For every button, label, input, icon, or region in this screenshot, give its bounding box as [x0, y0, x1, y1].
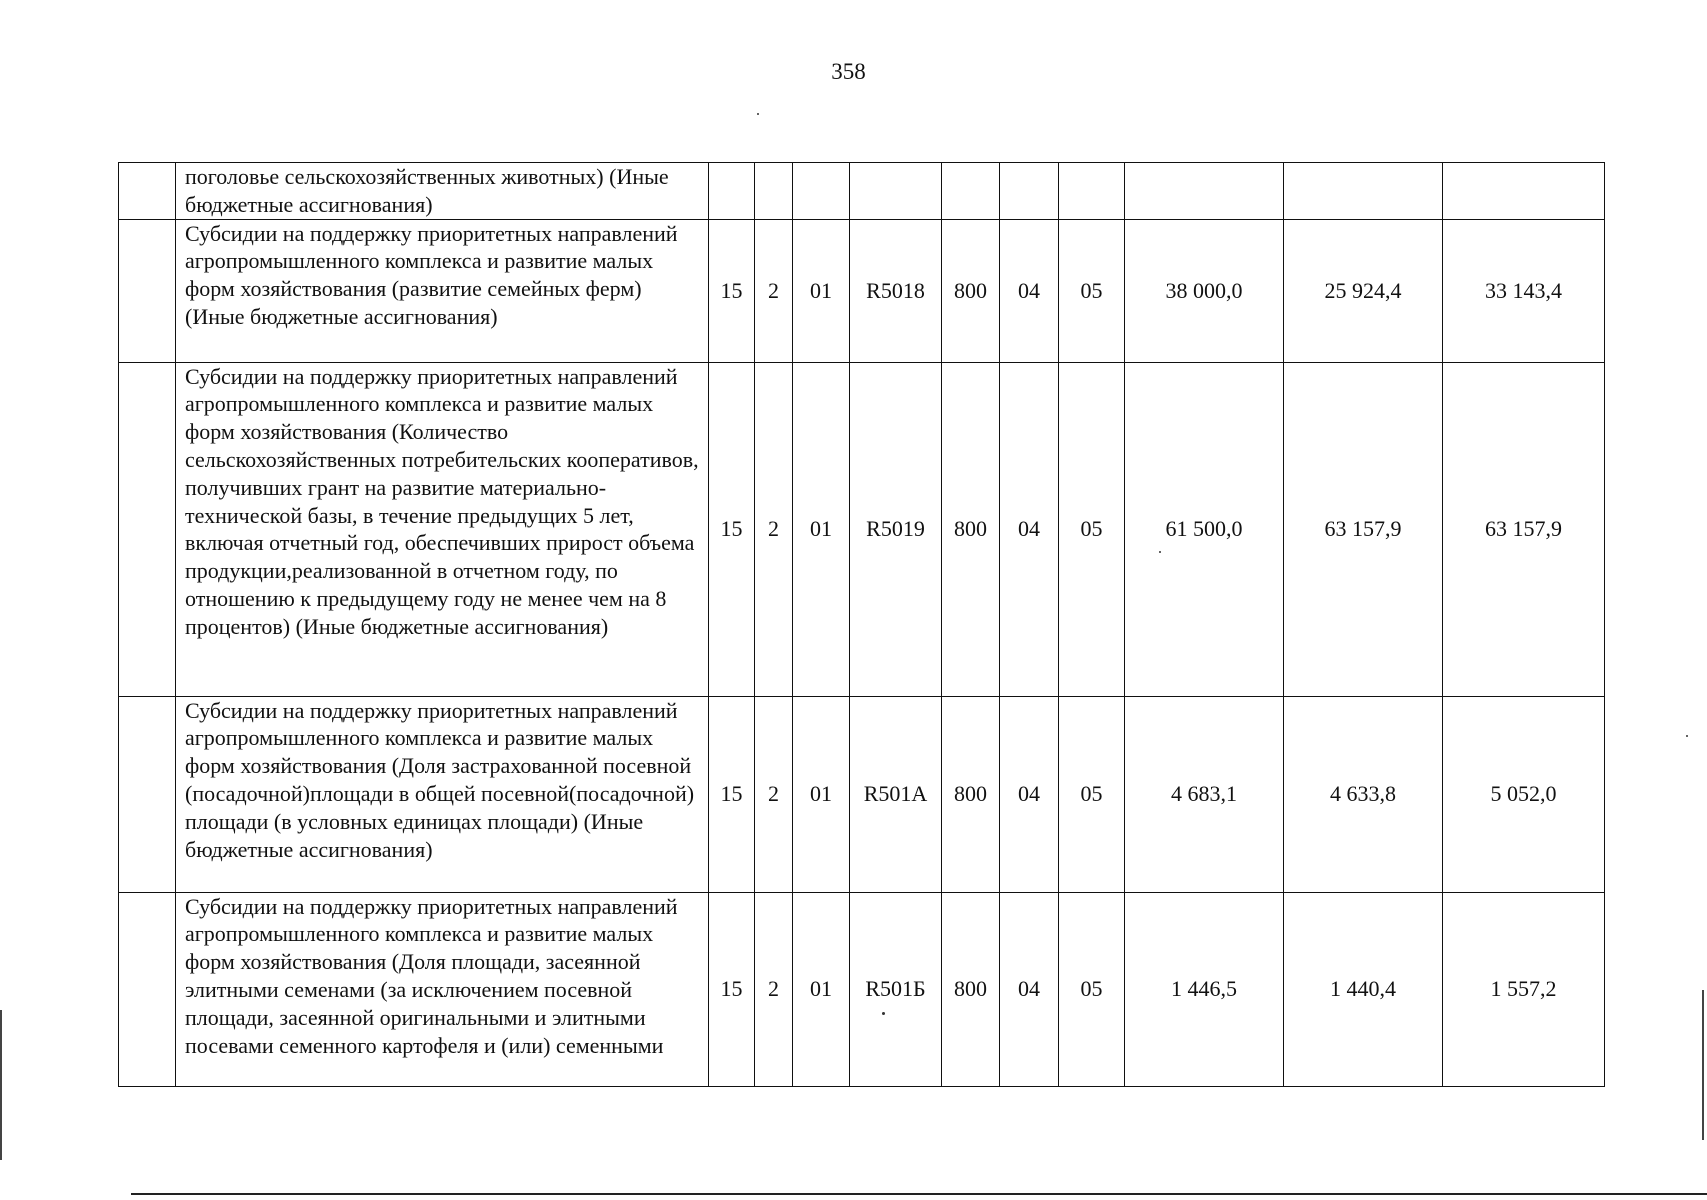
- description-cell: Субсидии на поддержку приоритетных направлений агропромышленного комплекса и развитие малых форм хозяйствования (Доля площади, засеянной элитными семенами (за исключением посевной площади, засеянной оригинальными и элитными посевами семенного картофеля и (или) семенными: [176, 892, 709, 1086]
- table-row: [119, 362, 1605, 696]
- page-number: 358: [831, 59, 866, 84]
- subsection-code-cell: 05: [1059, 696, 1125, 892]
- expense-type-code-cell: 800: [942, 362, 1000, 696]
- table-row: [119, 219, 1605, 362]
- amount-year-1-cell: 38 000,0: [1125, 219, 1284, 362]
- program-code-cell: [709, 163, 755, 220]
- amount-year-1-cell: 61 500,0: [1125, 362, 1284, 696]
- amount-year-2-cell: [1284, 163, 1443, 220]
- target-item-code-cell: R501А: [850, 696, 942, 892]
- program-code-cell: 15: [709, 696, 755, 892]
- target-item-code-cell: R5019: [850, 362, 942, 696]
- scan-edge-line-left: [0, 1010, 2, 1160]
- description-cell: Субсидии на поддержку приоритетных направлений агропромышленного комплекса и развитие малых форм хозяйствования (развитие семейных ферм) (Иные бюджетные ассигнования): [176, 219, 709, 362]
- table-row: [119, 892, 1605, 1086]
- table-row: [119, 163, 1605, 220]
- row-index-cell: [119, 892, 176, 1086]
- scan-edge-line-bottom: [131, 1193, 1707, 1195]
- activity-code-cell: 01: [793, 696, 850, 892]
- expense-type-code-cell: 800: [942, 219, 1000, 362]
- section-code-cell: 04: [1000, 362, 1059, 696]
- subprogram-code-cell: 2: [755, 219, 793, 362]
- amount-year-2-cell: 25 924,4: [1284, 219, 1443, 362]
- expense-type-code-cell: 800: [942, 696, 1000, 892]
- subsection-code-cell: [1059, 163, 1125, 220]
- activity-code-cell: 01: [793, 219, 850, 362]
- subprogram-code-cell: 2: [755, 362, 793, 696]
- program-code-cell: 15: [709, 362, 755, 696]
- subsection-code-cell: 05: [1059, 892, 1125, 1086]
- section-code-cell: 04: [1000, 696, 1059, 892]
- program-code-cell: 15: [709, 892, 755, 1086]
- amount-year-3-cell: 5 052,0: [1443, 696, 1605, 892]
- amount-year-1-cell: 4 683,1: [1125, 696, 1284, 892]
- table-row: [119, 696, 1605, 892]
- row-index-cell: [119, 219, 176, 362]
- budget-table: [118, 162, 1605, 1087]
- row-index-cell: [119, 362, 176, 696]
- subsection-code-cell: 05: [1059, 219, 1125, 362]
- program-code-cell: 15: [709, 219, 755, 362]
- amount-year-1-cell: 1 446,5: [1125, 892, 1284, 1086]
- subprogram-code-cell: [755, 163, 793, 220]
- expense-type-code-cell: 800: [942, 892, 1000, 1086]
- scan-speck: [1686, 735, 1688, 737]
- subprogram-code-cell: 2: [755, 892, 793, 1086]
- amount-year-3-cell: 33 143,4: [1443, 219, 1605, 362]
- description-cell: поголовье сельскохозяйственных животных) (Иные бюджетные ассигнования): [176, 163, 709, 220]
- amount-year-2-cell: 1 440,4: [1284, 892, 1443, 1086]
- amount-year-3-cell: 63 157,9: [1443, 362, 1605, 696]
- activity-code-cell: [793, 163, 850, 220]
- amount-year-3-cell: [1443, 163, 1605, 220]
- section-code-cell: 04: [1000, 892, 1059, 1086]
- amount-year-1-cell: [1125, 163, 1284, 220]
- description-cell: Субсидии на поддержку приоритетных направлений агропромышленного комплекса и развитие малых форм хозяйствования (Доля застрахованной посевной (посадочной)площади в общей посевной(посадочной) площади (в условных единицах площади) (Иные бюджетные ассигнования): [176, 696, 709, 892]
- section-code-cell: 04: [1000, 219, 1059, 362]
- expense-type-code-cell: [942, 163, 1000, 220]
- subprogram-code-cell: 2: [755, 696, 793, 892]
- section-code-cell: [1000, 163, 1059, 220]
- target-item-code-cell: R5018: [850, 219, 942, 362]
- row-index-cell: [119, 163, 176, 220]
- row-index-cell: [119, 696, 176, 892]
- scan-edge-line-right: [1702, 990, 1704, 1140]
- amount-year-3-cell: 1 557,2: [1443, 892, 1605, 1086]
- activity-code-cell: 01: [793, 362, 850, 696]
- scan-speck: [757, 113, 759, 115]
- activity-code-cell: 01: [793, 892, 850, 1086]
- target-item-code-cell: R501Б: [850, 892, 942, 1086]
- amount-year-2-cell: 4 633,8: [1284, 696, 1443, 892]
- subsection-code-cell: 05: [1059, 362, 1125, 696]
- amount-year-2-cell: 63 157,9: [1284, 362, 1443, 696]
- target-item-code-cell: [850, 163, 942, 220]
- description-cell: Субсидии на поддержку приоритетных направлений агропромышленного комплекса и развитие малых форм хозяйствования (Количество сельскохозяйственных потребительских кооперативов, получивших грант на развитие материально-технической базы, в течение предыдущих 5 лет, включая отчетный год, обеспечивших прирост объема продукции,реализованной в отчетном году, по отношению к предыдущему году не менее чем на 8 процентов) (Иные бюджетные ассигнования): [176, 362, 709, 696]
